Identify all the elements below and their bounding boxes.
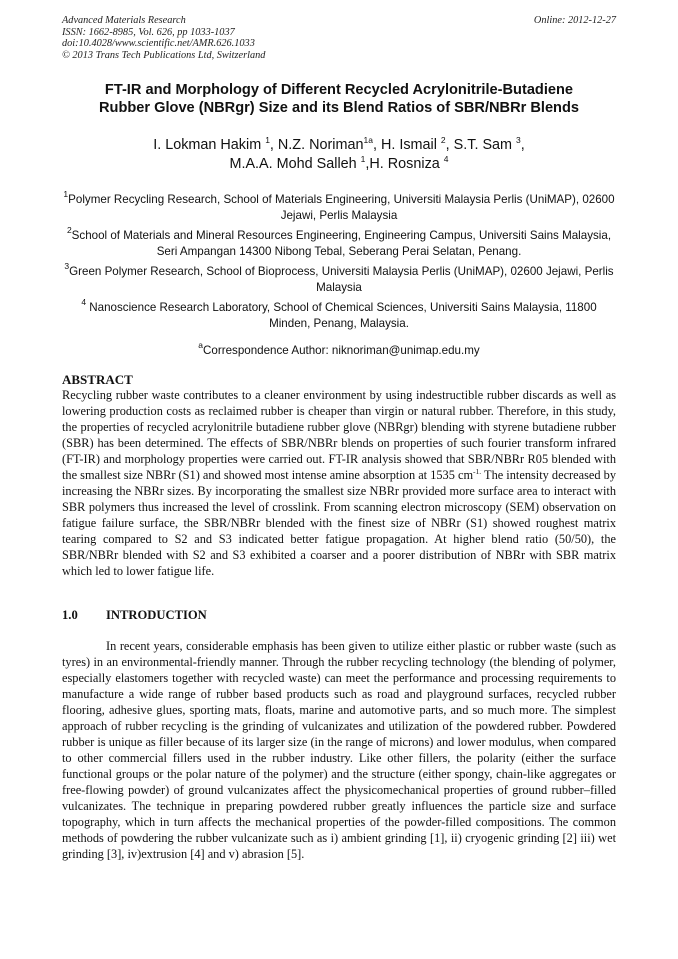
- affiliation-4: [62, 297, 616, 332]
- section-title: INTRODUCTION: [106, 608, 207, 622]
- abstract-text-part-1: Recycling rubber waste contributes to a cleaner environment by using indestructible rubber discards as well as lowering production costs as reclaimed rubber is cheaper than virgin or natural rubber. Therefore, in this study, the properties of recycled acrylonitrile butadiene rubber glove (NBRgr) blending with styrene butadiene rubber (SBR) has been determined. The effects of SBR/NBRr blends on properties of such fourier transform infrared (FT-IR) and morphology properties were carried out. FT-IR analysis showed that SBR/NBRr R05 blended with the smallest size NBRr (S1) and showed most intense amine absorption at 1535 cm: [62, 388, 616, 482]
- doi-line: doi:10.4028/www.scientific.net/AMR.626.1033: [62, 38, 255, 50]
- abstract-unit-superscript: -1.: [473, 467, 482, 476]
- paper-title: [62, 81, 616, 117]
- author-name: , H. Ismail: [372, 137, 441, 153]
- abstract-body: [62, 387, 616, 579]
- affiliation-mark: 4: [81, 297, 87, 307]
- correspondence-text: Correspondence Author: niknoriman@unimap.edu.my: [203, 344, 480, 357]
- issn-line: ISSN: 1662-8985, Vol. 626, pp 1033-1037: [62, 26, 235, 38]
- author-affiliation-mark: 3: [516, 135, 521, 145]
- affiliation-mark: 2: [66, 225, 72, 235]
- correspondence-line: [62, 340, 616, 359]
- author-affiliation-mark: 1: [360, 154, 366, 164]
- affiliation-2: [62, 225, 616, 260]
- author-affiliation-mark: 1a: [363, 135, 373, 145]
- author-line-2: [62, 155, 616, 174]
- journal-header: [62, 15, 265, 61]
- author-name: , S.T. Sam: [445, 137, 517, 153]
- author-name: M.A.A. Mohd Salleh: [229, 156, 361, 172]
- author-affiliation-mark: 1: [265, 135, 270, 145]
- affiliation-1: [62, 189, 616, 224]
- abstract-text-part-2: The intensity decreased by increasing the NBRr sizes. By incorporating the smallest size NBRr provided more surface area to interact with SBR polymers thus increased the level of crosslink. From scanning electron microscopy (SEM) observation on fatigue failure surface, the SBR/NBRr blended with the finest size of NBRr (S1) showed roughest matrix tearing compared to S2 and S3 indicated better fatigue propagation. At higher blend ratio (50/50), the SBR/NBRr blended with S2 and S3 exhibited a coarser and a poorer distribution of NBRr with SBR matrix which led to lower fatigue life.: [62, 468, 616, 578]
- author-affiliation-mark: 2: [440, 135, 446, 145]
- correspondence-mark: a: [198, 340, 204, 350]
- affiliation-text: Nanoscience Research Laboratory, School of Chemical Sciences, Universiti Sains Malaysia, 11800 Minden, Penang, Malaysia.: [86, 301, 597, 330]
- author-line-1: [62, 136, 616, 155]
- section-heading: [62, 608, 207, 623]
- journal-name: Advanced Materials Research: [62, 15, 186, 26]
- section-number: 1.0: [62, 608, 78, 622]
- affiliation-3: [62, 261, 616, 296]
- author-separator: ,: [520, 137, 525, 153]
- affiliation-text: Polymer Recycling Research, School of Materials Engineering, Universiti Malaysia Perlis (UniMAP), 02600 Jejawi, Perlis Malaysia: [68, 193, 615, 222]
- introduction-paragraph: In recent years, considerable emphasis has been given to utilize either plastic or rubber waste (such as tyres) in an environmental-friendly manner. Through the rubber recycling technology (the blending of polymer, especially elastomers together with recycled waste) can meet the performance and processing requirements to manufacture a wide range of rubber based products such as road and playground surfaces, recycled rubber flooring, adhesive glues, sporting mats, floats, marine and automotive parts, and so much more. The simplest approach of rubber recycling is the grinding of vulcanizates and utilization of the powdered rubber. Powdered rubber is unique as filler because of its larger size (in the range of microns) and lower modulus, when compared to other commercial fillers used in the rubber industry. Like other fillers, the polarity (either the surface functional groups or the polar nature of the polymer) and the structure (either spongy, chain-like aggregates or free-flowing powder) of ground vulcanizates affect the physicomechanical properties of ground rubber–filled vulcanizates. The technique in preparing powdered rubber greatly influences the particle size and surface topography, which in turn affects the mechanical properties of the powder-filled compositions. The common methods of powdering the rubber vulcanizate such as i) ambient grinding [1], ii) cryogenic grinding [2] iii) wet grinding [3], iv)extrusion [4] and v) abrasion [5].: [62, 639, 616, 861]
- affiliation-text: School of Materials and Mineral Resources Engineering, Engineering Campus, Universiti Sains Malaysia, Seri Ampangan 14300 Nibong Tebal, Seberang Perai Selatan, Penang.: [71, 229, 612, 258]
- title-line-1: FT-IR and Morphology of Different Recycled Acrylonitrile-Butadiene: [104, 82, 574, 98]
- title-line-2: Rubber Glove (NBRgr) Size and its Blend Ratios of SBR/NBRr Blends: [98, 100, 580, 116]
- affiliation-mark: 3: [64, 261, 70, 271]
- online-date: Online: 2012-12-27: [533, 15, 616, 26]
- abstract-heading: ABSTRACT: [62, 372, 133, 387]
- author-name: ,H. Rosniza: [365, 156, 444, 172]
- author-list: [62, 136, 616, 174]
- affiliation-text: Green Polymer Research, School of Bioprocess, Universiti Malaysia Perlis (UniMAP), 02600 Jejawi, Perlis Malaysia: [69, 265, 614, 294]
- author-name: , N.Z. Noriman: [269, 137, 364, 153]
- author-name: I. Lokman Hakim: [153, 137, 266, 153]
- affiliation-mark: 1: [63, 189, 69, 199]
- copyright-line: © 2013 Trans Tech Publications Ltd, Switzerland: [62, 49, 266, 61]
- author-affiliation-mark: 4: [443, 154, 449, 164]
